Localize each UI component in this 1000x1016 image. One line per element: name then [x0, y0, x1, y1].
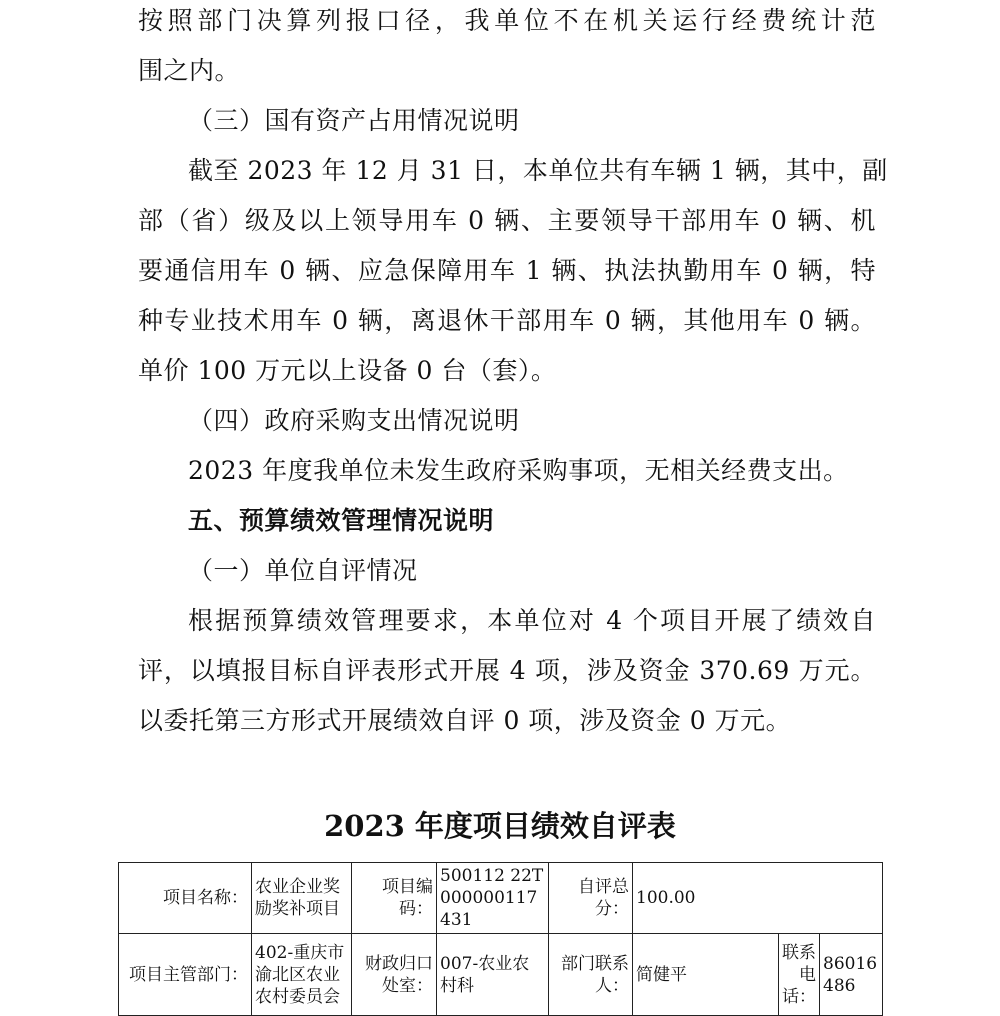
table-title: 2023 年度项目绩效自评表	[324, 809, 676, 843]
table-row	[119, 863, 883, 934]
project-name-label: 项目名称：	[119, 863, 252, 934]
project-code-label: 项目编码：	[352, 863, 437, 934]
score-label: 自评总分：	[549, 863, 633, 934]
project-name-value: 农业企业奖励奖补项目	[252, 863, 352, 934]
section-heading-performance: 五、预算绩效管理情况说明	[188, 506, 495, 535]
paragraph-line-1: 按照部门决算列报口径，我单位不在机关运行经费统计范	[138, 6, 876, 35]
office-value: 007-农业农村科	[437, 934, 549, 1016]
phone-value: 86016486	[820, 934, 883, 1016]
paragraph-line-6: 要通信用车 0 辆、应急保障用车 1 辆、执法执勤用车 0 辆，特	[138, 256, 876, 285]
paragraph-line-2: 围之内。	[138, 56, 241, 85]
paragraph-line-7: 种专业技术用车 0 辆，离退休干部用车 0 辆，其他用车 0 辆。	[138, 306, 876, 335]
project-evaluation-table	[118, 862, 883, 1016]
office-label: 财政归口处室：	[352, 934, 437, 1016]
table-row	[119, 934, 883, 1016]
phone-label: 联系电话：	[779, 934, 820, 1016]
paragraph-line-5: 部（省）级及以上领导用车 0 辆、主要领导干部用车 0 辆、机	[138, 206, 876, 235]
paragraph-line-10: 2023 年度我单位未发生政府采购事项，无相关经费支出。	[188, 456, 849, 485]
score-value: 100.00	[633, 863, 883, 934]
dept-value: 402-重庆市渝北区农业农村委员会	[252, 934, 352, 1016]
contact-value: 简健平	[633, 934, 779, 1016]
paragraph-line-8: 单价 100 万元以上设备 0 台（套）。	[138, 356, 557, 385]
paragraph-line-13: 根据预算绩效管理要求，本单位对 4 个项目开展了绩效自	[188, 606, 876, 635]
paragraph-line-4: 截至 2023 年 12 月 31 日，本单位共有车辆 1 辆，其中，副	[188, 156, 888, 185]
section-heading-assets: （三）国有资产占用情况说明	[188, 106, 520, 135]
section-heading-self-eval: （一）单位自评情况	[188, 556, 418, 585]
contact-label: 部门联系人：	[549, 934, 633, 1016]
section-heading-procurement: （四）政府采购支出情况说明	[188, 406, 520, 435]
dept-label: 项目主管部门：	[119, 934, 252, 1016]
paragraph-line-15: 以委托第三方形式开展绩效自评 0 项，涉及资金 0 万元。	[138, 706, 792, 735]
paragraph-line-14: 评，以填报目标自评表形式开展 4 项，涉及资金 370.69 万元。	[138, 656, 876, 685]
project-code-value: 500112 22T000000117431	[437, 863, 549, 934]
